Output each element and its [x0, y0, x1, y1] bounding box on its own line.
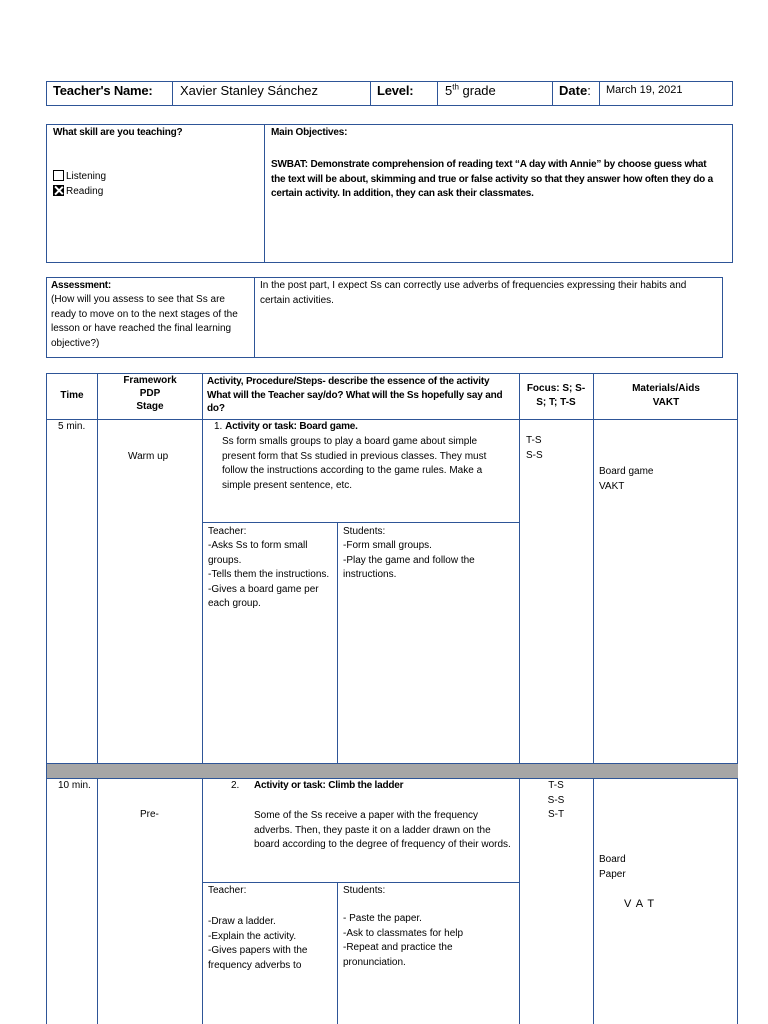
row2-materials: Board Paper: [599, 854, 626, 880]
row1-teacher-label: Teacher:: [208, 526, 247, 537]
row2-students-text: - Paste the paper. -Ask to classmates for help -Repeat and practice the pronunciation.: [343, 913, 464, 968]
header-focus: Focus: S; S-S; T; T-S: [526, 383, 586, 408]
row2-stage: Pre-: [140, 809, 159, 820]
row2-activity-num: 2.: [231, 780, 240, 791]
row2-vakt: V A T: [624, 898, 656, 910]
listening-checkbox[interactable]: [53, 170, 64, 181]
objectives-text: SWBAT: Demonstrate comprehension of reading text “A day with Annie” by choose guess what the text will be about, skimming and true or false activity so that they answer how often they do a certain activity. In addition, they can ask their classmates.: [271, 159, 713, 199]
header-materials: Materials/Aids VAKT: [632, 383, 700, 408]
row2-focus: T-S S-S S-T: [547, 780, 565, 820]
header-time: Time: [60, 390, 84, 401]
date-label: Date:: [559, 83, 591, 98]
header-framework: Framework PDP Stage: [123, 375, 177, 412]
row2-activity-desc: Some of the Ss receive a paper with the frequency adverbs. Then, they paste it on a ladder drawn on the board according to the degree of frequency of their words.: [254, 810, 511, 850]
row1-students-label: Students:: [343, 526, 386, 537]
assessment-label: Assessment:: [51, 280, 112, 291]
skill-option-reading: Reading: [53, 185, 103, 200]
row1-time: 5 min.: [58, 421, 86, 432]
skill-question: What skill are you teaching?: [53, 127, 183, 138]
objectives-label: Main Objectives:: [271, 127, 348, 138]
assessment-question: (How will you assess to see that Ss are ready to move on to the next stages of the lesson or have reached the final learning objective?): [51, 294, 238, 349]
row2-teacher-text: -Draw a ladder. -Explain the activity. -Gives papers with the frequency adverbs to: [208, 916, 308, 971]
row1-teacher-text: -Asks Ss to form small groups. -Tells them the instructions. -Gives a board game per each group.: [208, 540, 330, 609]
reading-checkbox[interactable]: [53, 185, 64, 196]
skill-option-listening: Listening: [53, 170, 106, 185]
row1-students-text: -Form small groups. -Play the game and follow the instructions.: [343, 540, 475, 580]
assessment-text: In the post part, I expect Ss can correctly use adverbs of frequencies expressing their habits and certain activities.: [260, 280, 687, 306]
row1-materials: Board game VAKT: [599, 466, 654, 492]
row1-focus: T-S S-S: [526, 435, 543, 461]
row2-students-label: Students:: [343, 885, 386, 896]
row1-stage: Warm up: [128, 451, 169, 462]
row1-activity-desc: Ss form smalls groups to play a board game about simple present form that Ss studied in previous classes. They must follow the instructions according to the game rules. Make a simple present sentence, etc.: [222, 436, 487, 491]
level-label: Level:: [377, 83, 414, 98]
row1-activity-title: 1. Activity or task: Board game.: [214, 421, 358, 432]
level-value: 5th grade: [445, 82, 496, 98]
teacher-name-value: Xavier Stanley Sánchez: [180, 83, 319, 98]
row-separator: [47, 763, 738, 778]
row2-teacher-label: Teacher:: [208, 885, 247, 896]
row2-time: 10 min.: [58, 780, 91, 791]
header-activity: Activity, Procedure/Steps- describe the essence of the activity What will the Teacher say/do? What will the Ss hopefully say and do?: [207, 376, 503, 414]
row2-activity-title: Activity or task: Climb the ladder: [254, 780, 404, 791]
date-value: March 19, 2021: [606, 84, 683, 96]
teacher-name-label: Teacher's Name:: [53, 83, 153, 98]
